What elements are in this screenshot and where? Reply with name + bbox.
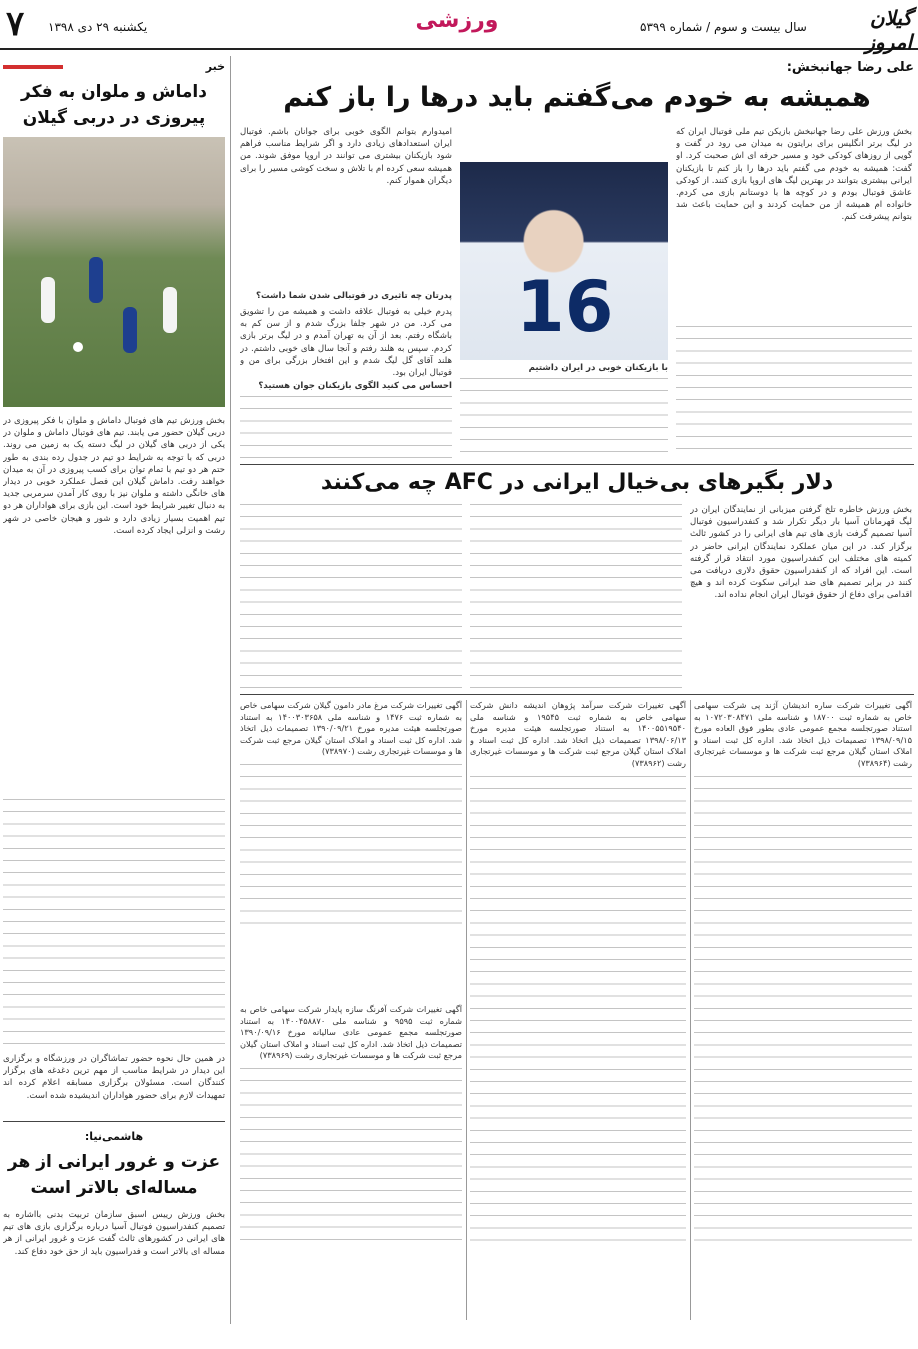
text-block	[460, 378, 668, 458]
ad-text: آگهی تغییرات شرکت ساره اندیشان آژند پی شرکت سهامی خاص به شماره ثبت ۱۸۷۰۰ و شناسه ملی ۱۰۷۲۰۳۰۸۴۷۱ به استناد صورتجلسه مجمع عمومی عادی بطور فوق العاده مورخ ۱۳۹۸/۰۹/۱۵ تصمیمات ذیل اتخاذ شد. اداره کل ثبت اسناد و املاک استان گیلان مرجع ثبت شرکت ها و موسسات غیرتجاری رشت (۷۳۸۹۶۴)	[694, 700, 912, 768]
ball-icon	[73, 342, 83, 352]
quote-tag: هاشمی‌نیا:	[84, 1130, 144, 1143]
newspaper-logo: گیلان امروز	[865, 6, 912, 54]
left-column	[3, 56, 225, 1324]
qa-question-2: احساس می کنید الگوی بازیکنان جوان هستید؟	[258, 381, 452, 391]
ad-text: آگهی تغییرات شرکت آفرنگ سازه پایدار شرکت سهامی خاص به شماره ثبت ۹۵۹۵ و شناسه ملی ۱۴۰۰۴۵۸۸۷۰ به استناد صورتجلسه مجمع عمومی عادی سالیانه مورخ ۱۳۹۰/۰۹/۱۶ تصمیمات ذیل اتخاذ شد. اداره کل ثبت اسناد و املاک استان گیلان مرجع ثبت شرکت ها و موسسات غیرتجاری رشت (۷۳۸۹۶۹)	[240, 1004, 462, 1061]
text-block	[470, 776, 686, 1246]
issue-date: یکشنبه ۲۹ دی ۱۳۹۸	[48, 20, 148, 34]
left-body-1: بخش ورزش تیم های فوتبال داماش و ملوان با فکر پیروزی در دربی گیلان حضور می یابند. تیم های فوتبال داماش و ملوان در یکی از دربی های گیلان در لیگ دسته یک به زمین می روند. دربی که با توجه به شرایط دو تیم در جدول رده بندی به طور حتم هر دو تیم با تمام توان برای کسب پیروزی در آن به میدان خواهند رفت. داماش گیلان این فصل عملکرد خوبی در دیدار های خانگی داشته و ملوان نیز با روی کار آمدن سرمربی جدید به دنبال تغییر شرایط خود است. این بازی برای هواداران هر دو تیم اهمیت بسیار زیادی دارد و شور و هیجان خاصی در شهر رشت و انزلی ایجاد کرده است.	[3, 416, 225, 536]
text-block	[240, 1068, 462, 1248]
player-photo	[460, 162, 668, 360]
column-rule	[690, 700, 691, 1320]
article-headline: همیشه به خودم می‌گفتم باید درها را باز کنم	[283, 82, 871, 113]
player-figure	[41, 277, 55, 323]
player-figure	[163, 287, 177, 333]
left-body-2: در همین حال نحوه حضور تماشاگران در ورزشگاه و برگزاری این دیدار در شرایط مناسب از مهم ترین دغدغه های برگزار کنندگان است. مسئولان برگزاری مسابقه اعلام کرده اند تمهیدات لازم برای حضور هواداران اندیشیده شده است.	[3, 1054, 225, 1101]
ad-column-2	[470, 700, 686, 1320]
ad-column-1	[694, 700, 912, 1320]
player-figure	[123, 307, 137, 353]
second-headline: دلار بگیرهای بی‌خیال ایرانی در AFC چه می‌کنند	[320, 470, 834, 495]
left-headline-2: عزت و غرور ایرانی از هر مساله‌ای بالاتر است	[7, 1152, 221, 1198]
ad-text: آگهی تغییرات شرکت سرآمد پژوهان اندیشه دانش شرکت سهامی خاص به شماره ثبت ۱۹۵۴۵ و شناسه ملی ۱۴۰۰۵۵۱۹۵۴۰ به استناد صورتجلسه هیئت مدیره مورخ ۱۳۹۸/۰۶/۱۳ تصمیمات ذیل اتخاذ شد. اداره کل ثبت اسناد و املاک استان گیلان مرجع ثبت شرکت ها و موسسات غیرتجاری رشت (۷۳۸۹۶۲)	[470, 700, 686, 768]
divider	[240, 694, 914, 695]
divider	[3, 1121, 225, 1122]
text-block	[240, 396, 452, 460]
qa-question-1: پدرتان چه تاثیری در فوتبالی شدن شما داشت؟	[255, 291, 452, 301]
ad-text: آگهی تغییرات شرکت مرغ مادر دامون گیلان شرکت سهامی خاص به شماره ثبت ۱۴۷۶ و شناسه ملی ۱۴۰۰۳۰۳۶۵۸ به استناد صورتجلسه هیئت مدیره مورخ ۱۳۹۰/۰۹/۲۱ تصمیمات ذیل اتخاذ شد. اداره کل ثبت اسناد و املاک استان گیلان مرجع ثبت شرکت ها و موسسات غیرتجاری رشت (۷۳۸۹۷۰)	[240, 700, 462, 757]
left-headline: داماش و ملوان به فکر پیروزی در دربی گیلان	[21, 82, 207, 128]
issue-number: سال بیست و سوم / شماره ۵۳۹۹	[640, 20, 807, 34]
article-body-right: بخش ورزش علی رضا جهانبخش بازیکن تیم ملی فوتبال ایران که در لیگ برتر انگلیس برای برایتون به میدان می رود در گفت و گویی از روزهای کودکی خود و مسیر حرفه ای اش صحبت کرد. او گفت: همیشه به خودم می گفتم باید درها را باز کنم تا بازیکنان ایرانی بیشتری بتوانند در بهترین لیگ های اروپا بازی کنند. از کودکی عاشق فوتبال بودم و در کوچه ها با دوستانم بازی می کردم. خانواده ام همیشه از من حمایت کردند و این حمایت باعث شد بتوانم پیشرفت کنم.	[676, 127, 912, 223]
page-header	[0, 0, 918, 54]
divider	[240, 464, 914, 465]
jersey-number: 16	[516, 266, 614, 348]
red-bar	[3, 65, 63, 69]
player-figure	[89, 257, 103, 303]
derby-photo	[3, 137, 225, 407]
text-block	[240, 764, 462, 924]
ad-column-4	[240, 1004, 462, 1320]
page-number: ۷	[6, 4, 25, 44]
text-block	[240, 504, 462, 690]
second-body: بخش ورزش خاطره تلخ گرفتن میزبانی از نمایندگان ایران در لیگ قهرمانان آسیا بار دیگر تکرار شد و کنفدراسیون فوتبال آسیا تصمیم گرفت بازی های تیم های ایرانی را در کشور ثالث برگزار کند. در این میان عملکرد نمایندگان ایرانی حاضر در کمیته های مختلف این کنفدراسیون مورد انتقاد قرار گرفته است. این افراد که از کنفدراسیون حقوق دلاری دریافت می کنند در برابر تصمیم های ضد ایرانی سکوت کرده اند و هیچ اقدامی برای دفاع از حقوق فوتبال ایران انجام نداده اند.	[690, 505, 912, 601]
article-body-mid: پدرم خیلی به فوتبال علاقه داشت و همیشه من را تشویق می کرد. من در شهر جلفا بزرگ شدم و از سن کم به باشگاه رفتم. بعد از آن به تهران آمدم و در لیگ برتر بازی کردم. سپس به هلند رفتم و آنجا سال های خوبی داشتم. در هلند آقای گل لیگ شدم و این افتخار بزرگی برای من و فوتبال ایران بود.	[240, 307, 452, 378]
column-rule	[230, 56, 231, 1324]
text-block	[3, 799, 225, 1049]
text-block	[470, 504, 682, 690]
section-title: ورزشی	[415, 8, 499, 33]
news-tag: خبر	[205, 60, 225, 73]
text-block	[694, 776, 912, 1246]
article-body-left: امیدوارم بتوانم الگوی خوبی برای جوانان باشم. فوتبال ایران استعدادهای زیادی دارد و اگر شرایط مناسب فراهم شود بازیکنان بیشتری می توانند در اروپا موفق شوند. من همیشه سعی کرده ام با تلاش و سخت کوشی مسیر را برای دیگران هموار کنم.	[240, 127, 452, 186]
photo-caption: با بازیکنان خوبی در ایران داشتیم	[528, 363, 668, 373]
ad-column-3	[240, 700, 462, 1000]
column-rule	[466, 700, 467, 1320]
text-block	[676, 326, 912, 460]
left-body-3: بخش ورزش رییس اسبق سازمان تربیت بدنی بااشاره به تصمیم کنفدراسیون فوتبال آسیا درباره برگزاری بازی های تیم های ایرانی در کشورهای ثالث گفت عزت و غرور ایرانی از هر مساله ای بالاتر است و فدراسیون باید از حق خود دفاع کند.	[3, 1210, 225, 1257]
article-kicker: علی رضا جهانبخش:	[786, 60, 914, 75]
